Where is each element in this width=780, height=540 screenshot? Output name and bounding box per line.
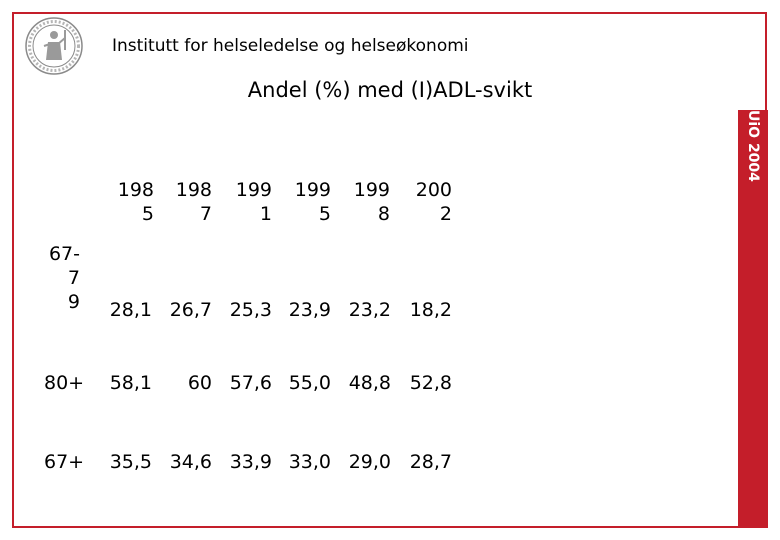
- table-cell: 57,6: [229, 372, 272, 394]
- table-cell: 58,1: [109, 372, 152, 394]
- column-header: 199 1: [235, 179, 272, 225]
- institute-name: Institutt for helseledelse og helseøkonomi: [112, 36, 469, 56]
- page-title: Andel (%) med (I)ADL-svikt: [247, 78, 533, 102]
- row-label: 67- 7 9: [48, 243, 80, 313]
- column-header: 200 2: [415, 179, 452, 225]
- table-cell: 52,8: [409, 372, 452, 394]
- table-cell: 23,9: [288, 299, 331, 321]
- table-cell: 26,7: [169, 299, 212, 321]
- row-label: 67+: [44, 451, 85, 473]
- row-label: 80+: [44, 372, 85, 394]
- column-header: 198 7: [175, 179, 212, 225]
- table-cell: 28,7: [409, 451, 452, 473]
- table-cell: 60: [187, 372, 212, 394]
- table-cell: 28,1: [109, 299, 152, 321]
- table-cell: 33,0: [288, 451, 331, 473]
- table-cell: 23,2: [348, 299, 391, 321]
- table-cell: 18,2: [409, 299, 452, 321]
- table-cell: 33,9: [229, 451, 272, 473]
- sidebar-label: UiO 2004: [745, 110, 761, 182]
- table-cell: 34,6: [169, 451, 212, 473]
- university-seal-icon: [24, 16, 84, 76]
- table-cell: 29,0: [348, 451, 391, 473]
- column-header: 198 5: [117, 179, 154, 225]
- table-cell: 48,8: [348, 372, 391, 394]
- table-cell: 55,0: [288, 372, 331, 394]
- column-header: 199 8: [353, 179, 390, 225]
- table-cell: 25,3: [229, 299, 272, 321]
- table-cell: 35,5: [109, 451, 152, 473]
- column-header: 199 5: [294, 179, 331, 225]
